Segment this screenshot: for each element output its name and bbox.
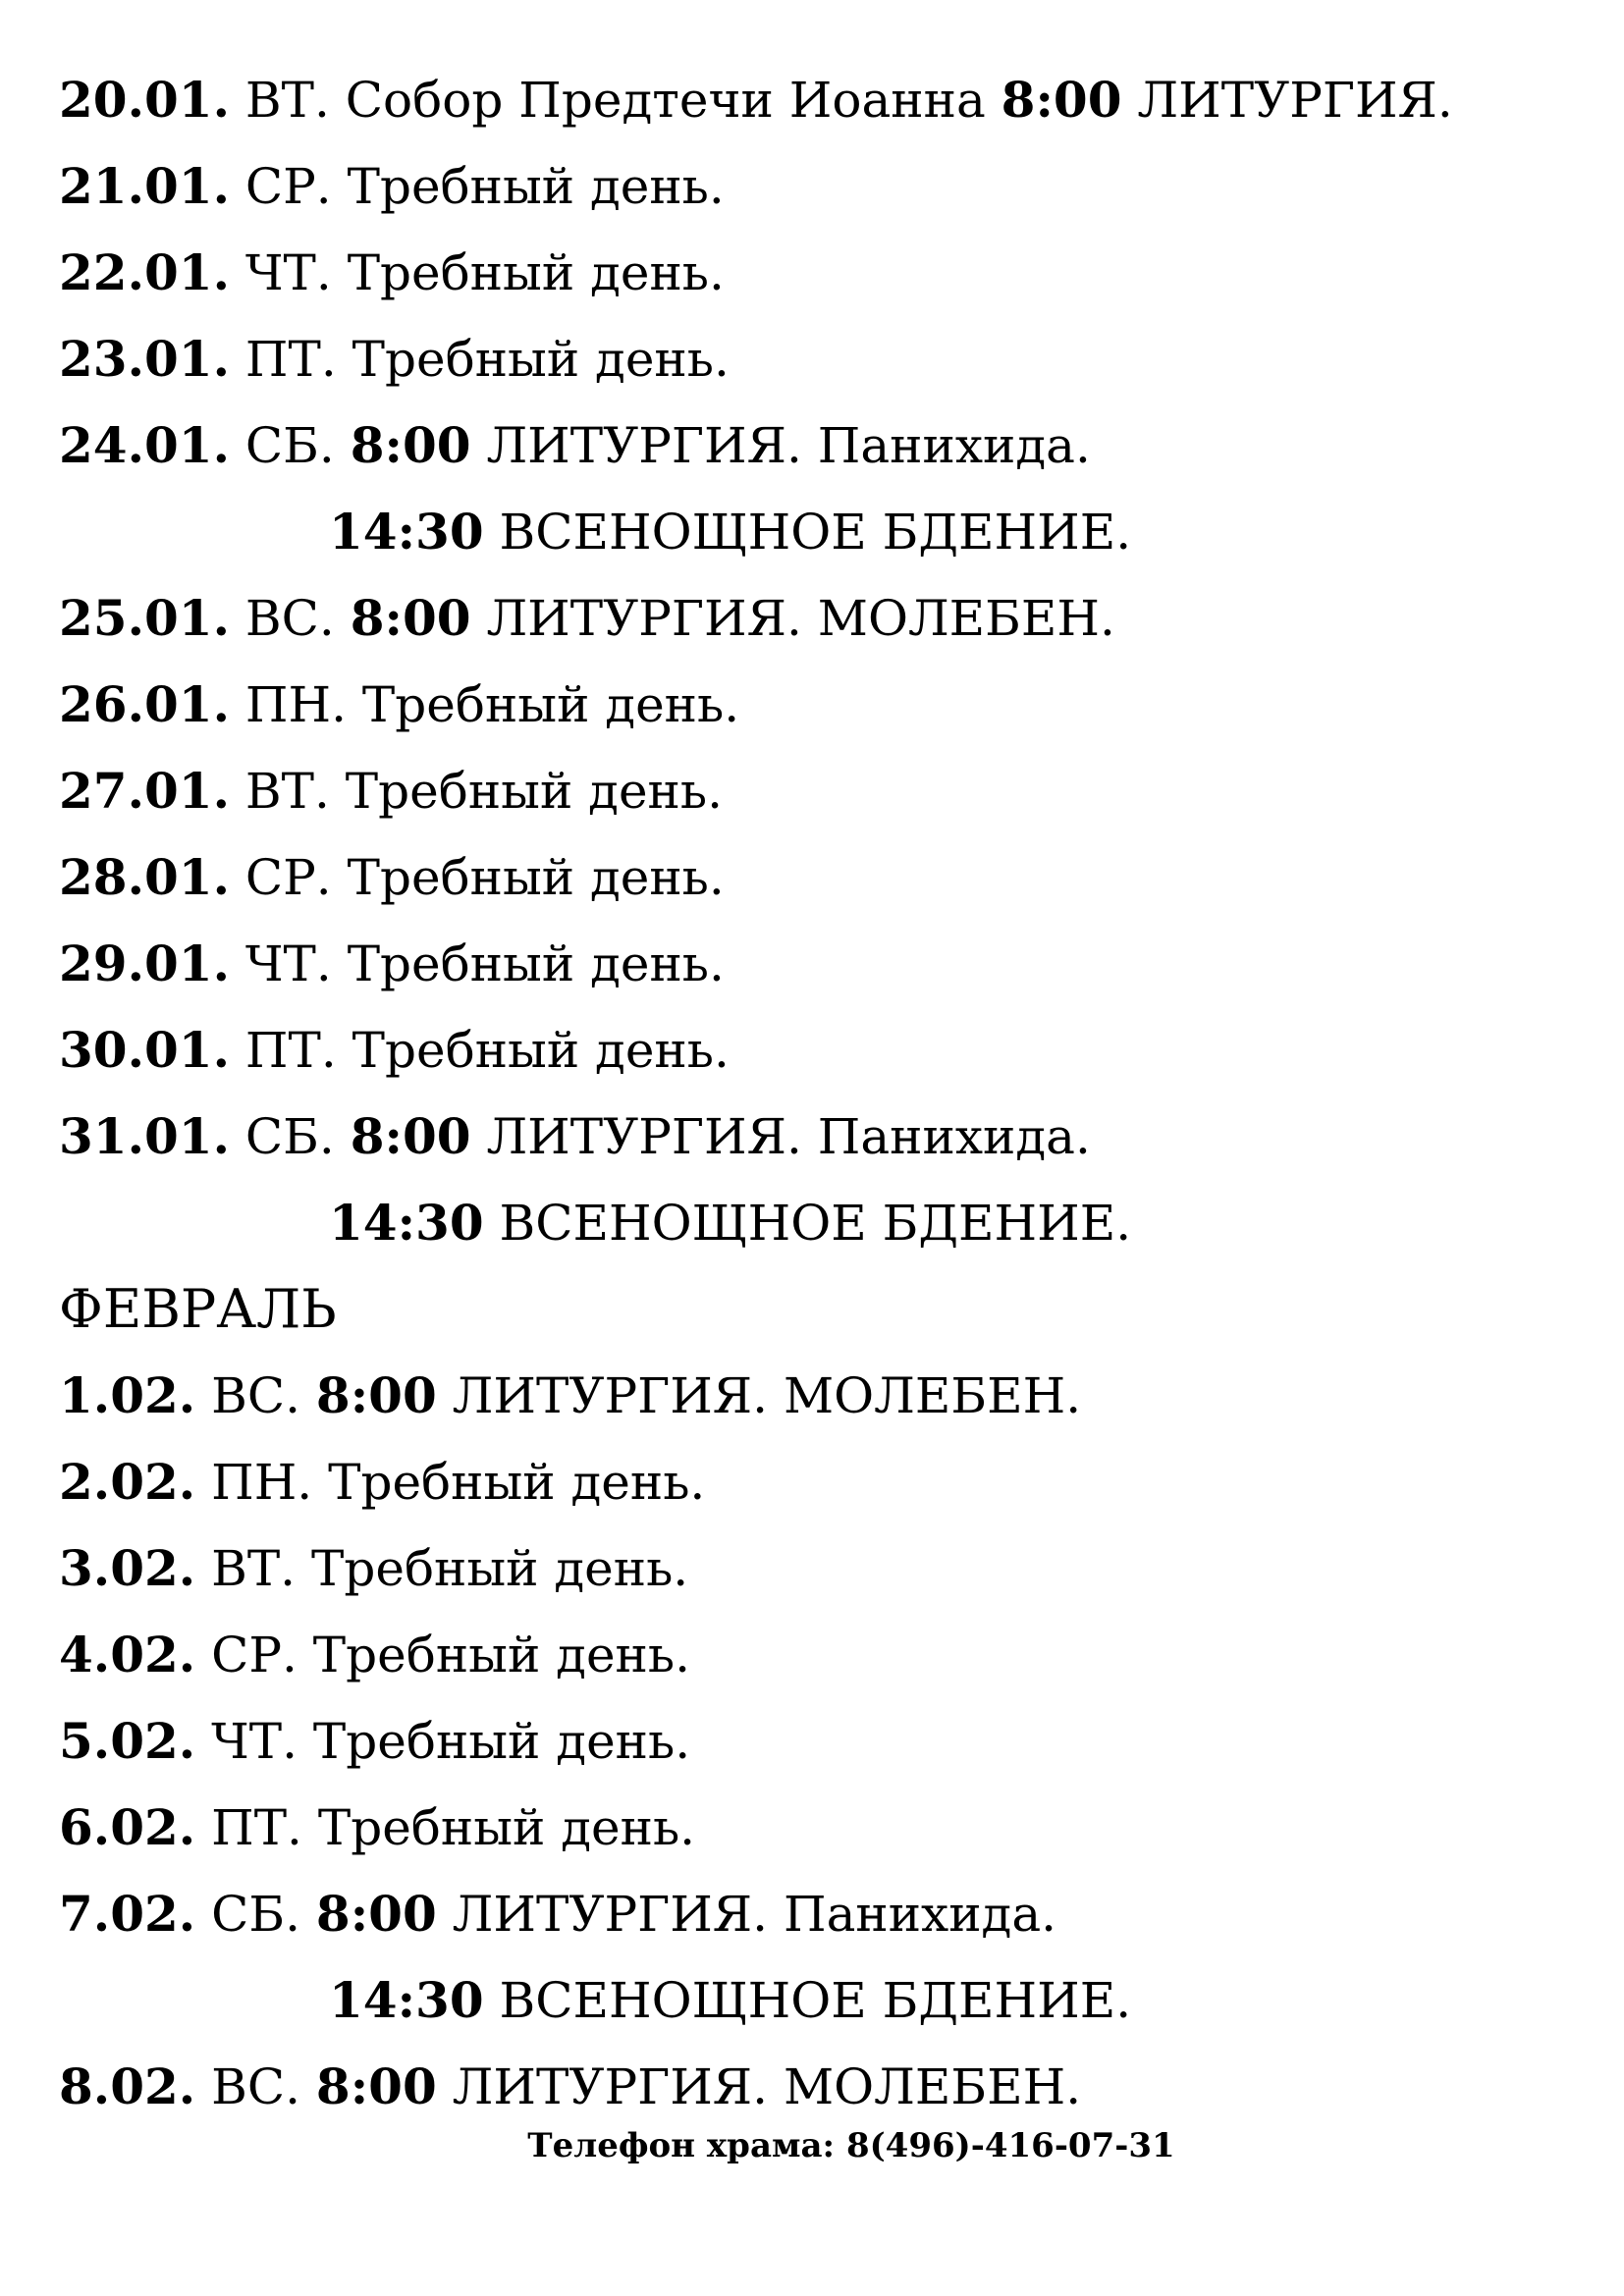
- row-weekday: ЧТ.: [244, 244, 332, 301]
- row-time: 8:00: [350, 589, 471, 647]
- row-date: 6.02.: [59, 1798, 196, 1856]
- row-weekday: ПТ.: [244, 331, 337, 388]
- row-service: ЛИТУРГИЯ. Панихида.: [452, 1886, 1057, 1943]
- row-date: 26.01.: [59, 675, 230, 733]
- row-date: 29.01.: [59, 934, 230, 992]
- row-time: 8:00: [1001, 71, 1122, 129]
- row-service: ЛИТУРГИЯ. МОЛЕБЕН.: [452, 2058, 1082, 2115]
- row-time: 14:30: [329, 503, 484, 561]
- january-schedule: [59, 57, 1591, 1266]
- row-text: Требный день.: [312, 1713, 691, 1770]
- row-date: 23.01.: [59, 330, 230, 388]
- footer: [0, 2126, 1624, 2165]
- row-text: Требный день.: [317, 1799, 696, 1856]
- row-text: Требный день.: [311, 1540, 689, 1597]
- row-text: Требный день.: [347, 849, 725, 906]
- row-weekday: ВС.: [211, 2058, 300, 2115]
- row-weekday: ПН.: [244, 676, 347, 733]
- row-time: 8:00: [315, 1885, 437, 1943]
- row-service: ЛИТУРГИЯ. Панихида.: [486, 417, 1091, 474]
- schedule-row: [59, 1094, 1591, 1180]
- schedule-row: [59, 748, 1591, 834]
- row-date: 30.01.: [59, 1021, 230, 1079]
- row-weekday: ВС.: [211, 1367, 300, 1424]
- row-text: Требный день.: [328, 1454, 706, 1511]
- phone-number: 8(496)-416-07-31: [845, 2126, 1175, 2165]
- row-date: 31.01.: [59, 1107, 230, 1165]
- row-date: 20.01.: [59, 71, 230, 129]
- schedule-row: [59, 1007, 1591, 1094]
- row-service: ВСЕНОЩНОЕ БДЕНИЕ.: [499, 504, 1132, 561]
- schedule-row: [59, 1525, 1591, 1612]
- row-weekday: СР.: [211, 1627, 298, 1683]
- row-date: 2.02.: [59, 1453, 196, 1511]
- row-weekday: СБ.: [211, 1886, 300, 1943]
- row-service: ЛИТУРГИЯ.: [1137, 72, 1453, 129]
- row-weekday: ПН.: [211, 1454, 313, 1511]
- schedule-row: [59, 921, 1591, 1007]
- row-weekday: ВТ.: [244, 72, 330, 129]
- row-text: Требный день.: [352, 1022, 730, 1079]
- row-service: ВСЕНОЩНОЕ БДЕНИЕ.: [499, 1195, 1132, 1252]
- row-weekday: ЧТ.: [244, 935, 332, 992]
- row-date: 27.01.: [59, 762, 230, 820]
- row-time: 14:30: [329, 1971, 484, 2029]
- schedule-row: [59, 1612, 1591, 1698]
- schedule-row: [59, 143, 1591, 230]
- row-weekday: ПТ.: [211, 1799, 302, 1856]
- row-text: Требный день.: [345, 763, 724, 820]
- row-time: 8:00: [350, 416, 471, 474]
- row-weekday: ЧТ.: [211, 1713, 298, 1770]
- schedule-row: [59, 2044, 1591, 2130]
- row-date: 22.01.: [59, 243, 230, 301]
- row-weekday: СБ.: [244, 417, 335, 474]
- row-date: 1.02.: [59, 1366, 196, 1424]
- row-text: Требный день.: [361, 676, 740, 733]
- row-date: 3.02.: [59, 1539, 196, 1597]
- row-weekday: ВС.: [244, 590, 335, 647]
- row-date: 7.02.: [59, 1885, 196, 1943]
- schedule-row: [59, 230, 1591, 316]
- row-text: Собор Предтечи Иоанна: [345, 72, 986, 129]
- row-weekday: СР.: [244, 849, 332, 906]
- row-weekday: СР.: [244, 158, 332, 215]
- schedule-row: [59, 834, 1591, 921]
- schedule: [59, 57, 1591, 2130]
- row-time: 8:00: [315, 1366, 437, 1424]
- row-weekday: СБ.: [244, 1108, 335, 1165]
- schedule-row: [59, 1698, 1591, 1785]
- row-text: Требный день.: [347, 158, 725, 215]
- row-service: ЛИТУРГИЯ. МОЛЕБЕН.: [452, 1367, 1082, 1424]
- row-date: 25.01.: [59, 589, 230, 647]
- schedule-row: [59, 1353, 1591, 1439]
- schedule-row: [59, 316, 1591, 402]
- row-weekday: ВТ.: [211, 1540, 297, 1597]
- row-time: 14:30: [329, 1194, 484, 1252]
- row-date: 4.02.: [59, 1626, 196, 1683]
- schedule-row: [59, 57, 1591, 143]
- schedule-row: [59, 1785, 1591, 1871]
- schedule-row: [59, 1180, 1591, 1266]
- february-schedule: [59, 1353, 1591, 2130]
- row-date: 28.01.: [59, 848, 230, 906]
- row-time: 8:00: [350, 1107, 471, 1165]
- schedule-row: [59, 402, 1591, 489]
- row-weekday: ПТ.: [244, 1022, 337, 1079]
- row-service: ЛИТУРГИЯ. МОЛЕБЕН.: [486, 590, 1115, 647]
- schedule-row: [59, 1957, 1591, 2044]
- schedule-row: [59, 1871, 1591, 1957]
- row-service: ВСЕНОЩНОЕ БДЕНИЕ.: [499, 1972, 1132, 2029]
- row-text: Требный день.: [347, 935, 725, 992]
- row-date: 24.01.: [59, 416, 230, 474]
- row-text: Требный день.: [352, 331, 730, 388]
- phone-label: Телефон храма:: [527, 2126, 836, 2165]
- row-date: 21.01.: [59, 157, 230, 215]
- row-date: 5.02.: [59, 1712, 196, 1770]
- row-service: ЛИТУРГИЯ. Панихида.: [486, 1108, 1091, 1165]
- month-heading: ФЕВРАЛЬ: [59, 1278, 337, 1340]
- row-weekday: ВТ.: [244, 763, 330, 820]
- schedule-row: [59, 662, 1591, 748]
- row-date: 8.02.: [59, 2057, 196, 2115]
- schedule-row: [59, 1439, 1591, 1525]
- schedule-row: [59, 489, 1591, 575]
- row-text: Требный день.: [312, 1627, 691, 1683]
- schedule-row: [59, 575, 1591, 662]
- row-time: 8:00: [315, 2057, 437, 2115]
- row-text: Требный день.: [347, 244, 725, 301]
